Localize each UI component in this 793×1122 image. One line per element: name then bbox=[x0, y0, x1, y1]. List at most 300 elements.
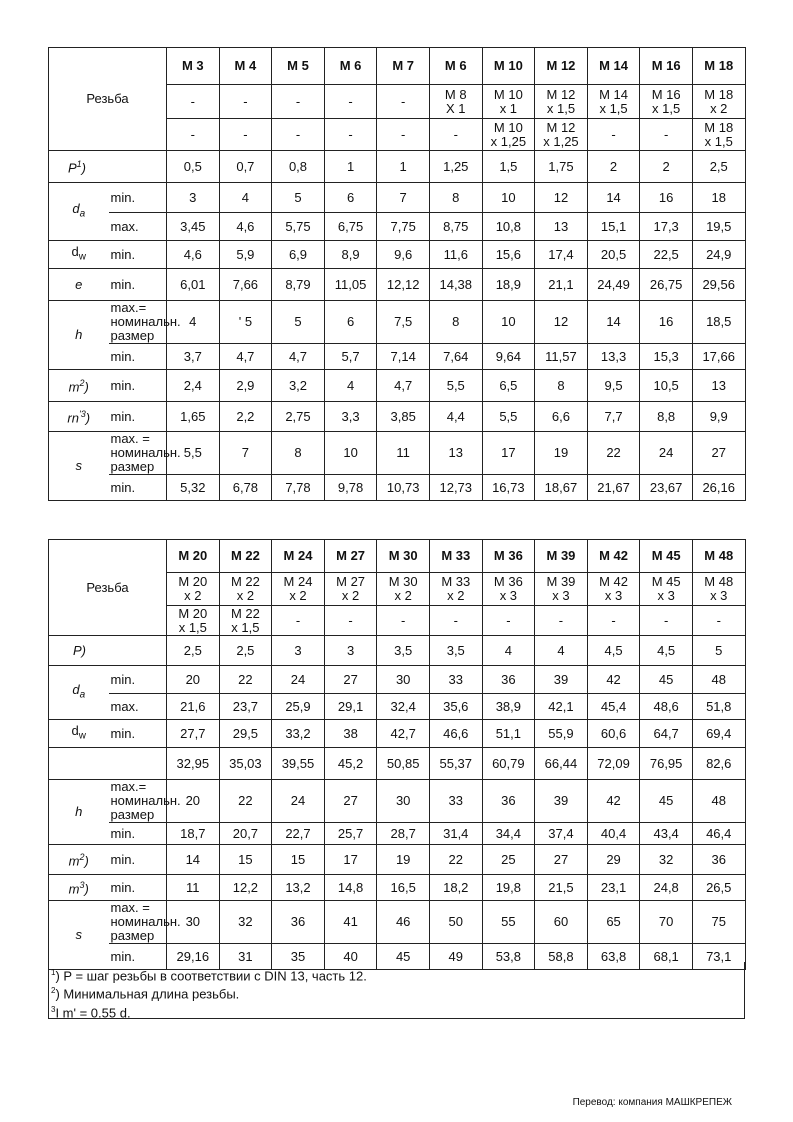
fine-thread-line: M 36 bbox=[493, 574, 523, 589]
fine-thread-cell bbox=[535, 85, 588, 119]
value-cell: 5 bbox=[692, 636, 745, 666]
value-cell: 8 bbox=[272, 432, 325, 475]
value-cell: 36 bbox=[272, 901, 325, 944]
value-cell: 7 bbox=[377, 183, 430, 213]
fine-thread-line: - bbox=[401, 612, 406, 628]
value-cell: 32 bbox=[219, 901, 272, 944]
value-cell: 4 bbox=[167, 301, 220, 344]
fine-thread-line: - bbox=[190, 93, 195, 109]
value-cell: 2,75 bbox=[272, 402, 325, 432]
value-cell: 19,5 bbox=[692, 213, 745, 241]
fine-thread-cell bbox=[219, 119, 272, 151]
value-cell: 24,8 bbox=[640, 875, 693, 901]
value-cell: 24 bbox=[272, 666, 325, 694]
value-cell: 19 bbox=[535, 432, 588, 475]
value-cell: 2,2 bbox=[219, 402, 272, 432]
value-cell: 3 bbox=[272, 636, 325, 666]
data-row bbox=[49, 475, 746, 501]
fine-thread-line: M 45 bbox=[651, 574, 681, 589]
data-row bbox=[49, 213, 746, 241]
value-cell: 20 bbox=[167, 780, 220, 823]
value-cell: 27 bbox=[324, 780, 377, 823]
data-row bbox=[49, 432, 746, 475]
value-cell: 4,7 bbox=[219, 344, 272, 370]
symbol-text: s bbox=[75, 927, 82, 942]
value-cell: 5 bbox=[272, 183, 325, 213]
thread-size: M 3 bbox=[167, 48, 220, 85]
data-row bbox=[49, 269, 746, 301]
value-cell: 36 bbox=[482, 780, 535, 823]
value-cell: 82,6 bbox=[692, 748, 745, 780]
symbol-text: rn bbox=[67, 410, 79, 426]
value-cell: 2 bbox=[587, 151, 640, 183]
header-row bbox=[49, 48, 746, 85]
symbol-close: ) bbox=[84, 379, 89, 395]
value-cell: 1,25 bbox=[429, 151, 482, 183]
parameter-symbol bbox=[49, 183, 109, 241]
thread-size: M 42 bbox=[587, 540, 640, 573]
fine-thread-line: x 3 bbox=[604, 588, 623, 603]
value-cell: 15,1 bbox=[587, 213, 640, 241]
value-cell: 4,5 bbox=[587, 636, 640, 666]
header-row bbox=[49, 540, 746, 573]
value-cell: 23,67 bbox=[640, 475, 693, 501]
value-cell: 20 bbox=[167, 666, 220, 694]
value-cell: 17,4 bbox=[535, 241, 588, 269]
parameter-symbol bbox=[49, 151, 167, 183]
qualifier: max.= номинальн. размер bbox=[110, 300, 181, 343]
footnote-3: $^3$I m' = 0.55 d. bbox=[51, 1004, 131, 1020]
thread-size: M 30 bbox=[377, 540, 430, 573]
value-cell: 60,6 bbox=[587, 720, 640, 748]
value-cell: 5,32 bbox=[167, 475, 220, 501]
symbol-superscript: 2 bbox=[79, 852, 85, 863]
fine-thread-line: M 12 bbox=[546, 119, 576, 135]
symbol-text: h bbox=[75, 327, 83, 342]
fine-thread-line: x 2 bbox=[710, 100, 728, 116]
symbol-superscript: '3 bbox=[78, 409, 86, 420]
value-cell: 3,7 bbox=[167, 344, 220, 370]
thread-size: M 18 bbox=[692, 48, 745, 85]
value-cell: 55,9 bbox=[535, 720, 588, 748]
value-cell: 16,73 bbox=[482, 475, 535, 501]
fine-thread-line: X 1 bbox=[446, 100, 466, 116]
symbol-superscript: 1 bbox=[76, 159, 82, 170]
value-cell: 36 bbox=[692, 845, 745, 875]
value-cell: 35,6 bbox=[429, 694, 482, 720]
thread-size: M 16 bbox=[640, 48, 693, 85]
value-cell: 16,5 bbox=[377, 875, 430, 901]
data-row bbox=[49, 402, 746, 432]
fine-thread-line: x 1,5 bbox=[231, 619, 260, 635]
symbol-close: ) bbox=[85, 410, 91, 426]
fine-thread-line: x 1,5 bbox=[546, 100, 576, 116]
fine-thread-cell bbox=[272, 119, 325, 151]
value-cell: 2,5 bbox=[167, 636, 220, 666]
qualifier: max. = номинальн. размер bbox=[110, 431, 181, 474]
data-row bbox=[49, 183, 746, 213]
fine-thread-cell bbox=[587, 85, 640, 119]
value-cell: 45 bbox=[640, 780, 693, 823]
data-row bbox=[49, 666, 746, 694]
value-cell: 9,5 bbox=[587, 370, 640, 402]
value-cell: 45 bbox=[640, 666, 693, 694]
symbol-text: m bbox=[68, 881, 80, 897]
fine-thread-cell bbox=[640, 85, 693, 119]
qualifier: min. bbox=[109, 720, 167, 748]
spec-table-2 bbox=[48, 539, 746, 970]
value-cell: 5,9 bbox=[219, 241, 272, 269]
fine-thread-cell bbox=[272, 606, 325, 636]
value-cell: 13 bbox=[429, 432, 482, 475]
fine-thread-cell bbox=[640, 573, 693, 606]
symbol-text: P bbox=[72, 642, 82, 658]
value-cell: 29,16 bbox=[167, 944, 220, 970]
symbol-text: s bbox=[75, 458, 82, 473]
value-cell: 4,4 bbox=[429, 402, 482, 432]
value-cell: 40 bbox=[324, 944, 377, 970]
thread-size: M 48 bbox=[692, 540, 745, 573]
data-row bbox=[49, 780, 746, 823]
fine-thread-line: M 24 bbox=[283, 574, 313, 589]
value-cell: 8,75 bbox=[429, 213, 482, 241]
value-cell: 6,75 bbox=[324, 213, 377, 241]
fine-thread-line: M 42 bbox=[599, 574, 628, 589]
fine-thread-line: x 2 bbox=[289, 588, 307, 603]
value-cell: 4 bbox=[535, 636, 588, 666]
value-cell: 6 bbox=[324, 301, 377, 344]
parameter-symbol bbox=[49, 432, 109, 501]
value-cell: 43,4 bbox=[640, 823, 693, 845]
value-cell: 2 bbox=[640, 151, 693, 183]
value-cell: 60,79 bbox=[482, 748, 535, 780]
fine-thread-cell bbox=[324, 573, 377, 606]
value-cell: 25,9 bbox=[272, 694, 325, 720]
value-cell: 35 bbox=[272, 944, 325, 970]
value-cell: 33 bbox=[429, 780, 482, 823]
value-cell: 25,7 bbox=[324, 823, 377, 845]
fine-thread-cell bbox=[272, 573, 325, 606]
fine-thread-line: - bbox=[348, 93, 353, 109]
symbol-subscript: a bbox=[79, 689, 86, 701]
value-cell: 9,9 bbox=[692, 402, 745, 432]
value-cell: 8,9 bbox=[324, 241, 377, 269]
symbol-text: d bbox=[72, 200, 80, 216]
value-cell: 73,1 bbox=[692, 944, 745, 970]
value-cell: 6,01 bbox=[167, 269, 220, 301]
value-cell: 41 bbox=[324, 901, 377, 944]
fine-thread-cell bbox=[482, 606, 535, 636]
value-cell: 33,2 bbox=[272, 720, 325, 748]
value-cell: 18,7 bbox=[167, 823, 220, 845]
value-cell: 18,5 bbox=[692, 301, 745, 344]
value-cell: 17,3 bbox=[640, 213, 693, 241]
fine-thread-cell bbox=[535, 119, 588, 151]
fine-thread-line: - bbox=[243, 126, 248, 142]
value-cell: 26,16 bbox=[692, 475, 745, 501]
value-cell: 6 bbox=[324, 183, 377, 213]
value-cell: 3,5 bbox=[377, 636, 430, 666]
value-cell: 24 bbox=[272, 780, 325, 823]
value-cell: 7,64 bbox=[429, 344, 482, 370]
value-cell: 22 bbox=[587, 432, 640, 475]
value-cell: 11,05 bbox=[324, 269, 377, 301]
value-cell: 0,5 bbox=[167, 151, 220, 183]
symbol-superscript: 2 bbox=[79, 378, 85, 389]
thread-size: M 12 bbox=[535, 48, 588, 85]
fine-thread-line: x 2 bbox=[447, 588, 465, 603]
value-cell: 33 bbox=[429, 666, 482, 694]
value-cell: 28,7 bbox=[377, 823, 430, 845]
value-cell: 40,4 bbox=[587, 823, 640, 845]
thread-size: M 6 bbox=[324, 48, 377, 85]
value-cell: 3,5 bbox=[429, 636, 482, 666]
value-cell: 22 bbox=[219, 666, 272, 694]
fine-thread-line: - bbox=[295, 93, 301, 109]
thread-size: M 36 bbox=[482, 540, 535, 573]
fine-thread-cell bbox=[587, 606, 640, 636]
value-cell: 18,67 bbox=[535, 475, 588, 501]
value-cell: 76,95 bbox=[640, 748, 693, 780]
fine-thread-cell bbox=[640, 606, 693, 636]
fine-thread-line: - bbox=[348, 126, 353, 142]
parameter-symbol bbox=[49, 875, 109, 901]
fine-thread-cell bbox=[587, 119, 640, 151]
value-cell: 21,67 bbox=[587, 475, 640, 501]
value-cell: 20,5 bbox=[587, 241, 640, 269]
value-cell: 4,5 bbox=[640, 636, 693, 666]
value-cell: 8,79 bbox=[272, 269, 325, 301]
value-cell: 14,8 bbox=[324, 875, 377, 901]
value-cell: 10,73 bbox=[377, 475, 430, 501]
fine-thread-cell bbox=[324, 119, 377, 151]
value-cell: 10 bbox=[482, 183, 535, 213]
value-cell: 11,6 bbox=[429, 241, 482, 269]
fine-thread-line: - bbox=[663, 126, 669, 142]
value-cell: 3,2 bbox=[272, 370, 325, 402]
fine-thread-line: - bbox=[348, 612, 353, 628]
value-cell: 1,75 bbox=[535, 151, 588, 183]
value-cell: 34,4 bbox=[482, 823, 535, 845]
value-cell: 70 bbox=[640, 901, 693, 944]
fine-thread-cell bbox=[219, 85, 272, 119]
value-cell: 1,5 bbox=[482, 151, 535, 183]
value-cell: 22 bbox=[219, 780, 272, 823]
fine-thread-cell bbox=[377, 573, 430, 606]
fine-thread-line: - bbox=[243, 93, 248, 109]
fine-thread-line: x 3 bbox=[499, 588, 518, 603]
value-cell: 38,9 bbox=[482, 694, 535, 720]
value-cell: 7,66 bbox=[219, 269, 272, 301]
value-cell: 9,6 bbox=[377, 241, 430, 269]
parameter-symbol bbox=[49, 636, 167, 666]
qualifier: min. bbox=[109, 183, 167, 213]
value-cell: 48 bbox=[692, 666, 745, 694]
value-cell: 18 bbox=[692, 183, 745, 213]
data-row bbox=[49, 241, 746, 269]
value-cell: 5,75 bbox=[272, 213, 325, 241]
qualifier: max. = номинальн. размер bbox=[110, 900, 181, 943]
qualifier: min. bbox=[109, 241, 167, 269]
fine-thread-cell bbox=[167, 606, 220, 636]
value-cell: 26,5 bbox=[692, 875, 745, 901]
qualifier: min. bbox=[109, 370, 167, 402]
qualifier: min. bbox=[109, 875, 167, 901]
fine-thread-line: x 2 bbox=[236, 588, 255, 603]
fine-thread-cell bbox=[219, 573, 272, 606]
fine-thread-line: M 10 bbox=[493, 86, 523, 102]
value-cell: 45,2 bbox=[324, 748, 377, 780]
value-cell: 75 bbox=[692, 901, 745, 944]
value-cell: 20,7 bbox=[219, 823, 272, 845]
fine-thread-cell bbox=[167, 573, 220, 606]
thread-size: M 10 bbox=[482, 48, 535, 85]
value-cell: 48 bbox=[692, 780, 745, 823]
parameter-symbol bbox=[49, 748, 109, 780]
qualifier: min. bbox=[109, 402, 167, 432]
fine-thread-line: x 2 bbox=[184, 588, 202, 603]
footnote-1: $^1$) P = шаг резьбы в соответствии с DIN 13, часть 12. bbox=[51, 968, 367, 984]
value-cell: 12,12 bbox=[377, 269, 430, 301]
thread-size: M 20 bbox=[167, 540, 220, 573]
value-cell: 13,3 bbox=[587, 344, 640, 370]
value-cell: 5,5 bbox=[482, 402, 535, 432]
qualifier: max. bbox=[109, 213, 167, 241]
fine-thread-cell bbox=[482, 85, 535, 119]
fine-thread-cell bbox=[429, 85, 482, 119]
value-cell: 4,7 bbox=[272, 344, 325, 370]
data-row bbox=[49, 823, 746, 845]
value-cell: 3,45 bbox=[167, 213, 220, 241]
fine-thread-cell bbox=[377, 606, 430, 636]
symbol-text: m bbox=[68, 853, 80, 869]
parameter-symbol bbox=[49, 666, 109, 720]
fine-thread-line: x 1 bbox=[499, 100, 518, 116]
parameter-symbol bbox=[49, 901, 109, 970]
value-cell: 17 bbox=[324, 845, 377, 875]
value-cell: 6,5 bbox=[482, 370, 535, 402]
value-cell: 8,8 bbox=[640, 402, 693, 432]
value-cell: 23,7 bbox=[219, 694, 272, 720]
value-cell: 4 bbox=[324, 370, 377, 402]
value-cell: 12,73 bbox=[429, 475, 482, 501]
data-row bbox=[49, 151, 746, 183]
value-cell: 1 bbox=[377, 151, 430, 183]
qualifier bbox=[109, 748, 167, 780]
value-cell: 13 bbox=[535, 213, 588, 241]
value-cell: 19,8 bbox=[482, 875, 535, 901]
value-cell: 11 bbox=[377, 432, 430, 475]
fine-thread-cell bbox=[482, 573, 535, 606]
thread-size: M 39 bbox=[535, 540, 588, 573]
value-cell: 46,4 bbox=[692, 823, 745, 845]
data-row bbox=[49, 370, 746, 402]
parameter-symbol bbox=[49, 269, 109, 301]
symbol-close: ) bbox=[84, 853, 89, 869]
value-cell: 35,03 bbox=[219, 748, 272, 780]
value-cell: 24 bbox=[640, 432, 693, 475]
symbol-text: e bbox=[75, 276, 83, 292]
value-cell: 18,9 bbox=[482, 269, 535, 301]
value-cell: 63,8 bbox=[587, 944, 640, 970]
fine-thread-line: M 20 bbox=[178, 574, 208, 589]
value-cell: 26,75 bbox=[640, 269, 693, 301]
fine-thread-line: x 3 bbox=[552, 588, 570, 603]
value-cell: 23,1 bbox=[587, 875, 640, 901]
value-cell: 15,3 bbox=[640, 344, 693, 370]
fine-thread-line: - bbox=[611, 612, 616, 628]
value-cell: 24,49 bbox=[587, 269, 640, 301]
value-cell: 27 bbox=[692, 432, 745, 475]
value-cell: 3 bbox=[167, 183, 220, 213]
value-cell: 21,1 bbox=[535, 269, 588, 301]
fine-thread-cell bbox=[535, 573, 588, 606]
thread-size: M 6 bbox=[429, 48, 482, 85]
symbol-text: d bbox=[71, 243, 79, 259]
value-cell: 4 bbox=[482, 636, 535, 666]
qualifier: min. bbox=[109, 475, 167, 501]
value-cell: 24,9 bbox=[692, 241, 745, 269]
value-cell: 7,14 bbox=[377, 344, 430, 370]
data-row bbox=[49, 845, 746, 875]
fine-thread-line: M 8 bbox=[444, 86, 467, 102]
thread-label: Резьба bbox=[49, 540, 167, 636]
value-cell: 27 bbox=[535, 845, 588, 875]
value-cell: 7 bbox=[219, 432, 272, 475]
value-cell: 29,5 bbox=[219, 720, 272, 748]
value-cell: 13,2 bbox=[272, 875, 325, 901]
value-cell: 2,5 bbox=[692, 151, 745, 183]
fine-thread-line: - bbox=[453, 612, 458, 628]
value-cell: 64,7 bbox=[640, 720, 693, 748]
parameter-symbol bbox=[49, 241, 109, 269]
value-cell: 14 bbox=[587, 301, 640, 344]
value-cell: 72,09 bbox=[587, 748, 640, 780]
thread-size: M 5 bbox=[272, 48, 325, 85]
data-row bbox=[49, 344, 746, 370]
fine-thread-line: M 12 bbox=[546, 86, 576, 102]
fine-thread-line: x 1,5 bbox=[599, 100, 628, 116]
parameter-symbol bbox=[49, 720, 109, 748]
value-cell: 3 bbox=[324, 636, 377, 666]
spec-table-1 bbox=[48, 47, 746, 501]
fine-thread-line: M 16 bbox=[651, 86, 681, 102]
data-row bbox=[49, 301, 746, 344]
value-cell: 37,4 bbox=[535, 823, 588, 845]
fine-thread-line: x 3 bbox=[657, 588, 675, 603]
fine-thread-line: M 18 bbox=[704, 86, 734, 102]
fine-thread-cell bbox=[692, 573, 745, 606]
thread-size: M 22 bbox=[219, 540, 272, 573]
value-cell: 12 bbox=[535, 301, 588, 344]
value-cell: 51,8 bbox=[692, 694, 745, 720]
value-cell: 69,4 bbox=[692, 720, 745, 748]
value-cell: 31 bbox=[219, 944, 272, 970]
fine-thread-line: x 2 bbox=[394, 588, 412, 603]
value-cell: 10 bbox=[482, 301, 535, 344]
thread-label: Резьба bbox=[49, 48, 167, 151]
value-cell: 30 bbox=[377, 780, 430, 823]
fine-thread-cell bbox=[377, 119, 430, 151]
value-cell: 68,1 bbox=[640, 944, 693, 970]
value-cell: 18,2 bbox=[429, 875, 482, 901]
value-cell: 42,7 bbox=[377, 720, 430, 748]
value-cell: 4,6 bbox=[219, 213, 272, 241]
value-cell: 0,7 bbox=[219, 151, 272, 183]
fine-thread-cell bbox=[272, 85, 325, 119]
fine-thread-cell bbox=[219, 606, 272, 636]
value-cell: 55,37 bbox=[429, 748, 482, 780]
